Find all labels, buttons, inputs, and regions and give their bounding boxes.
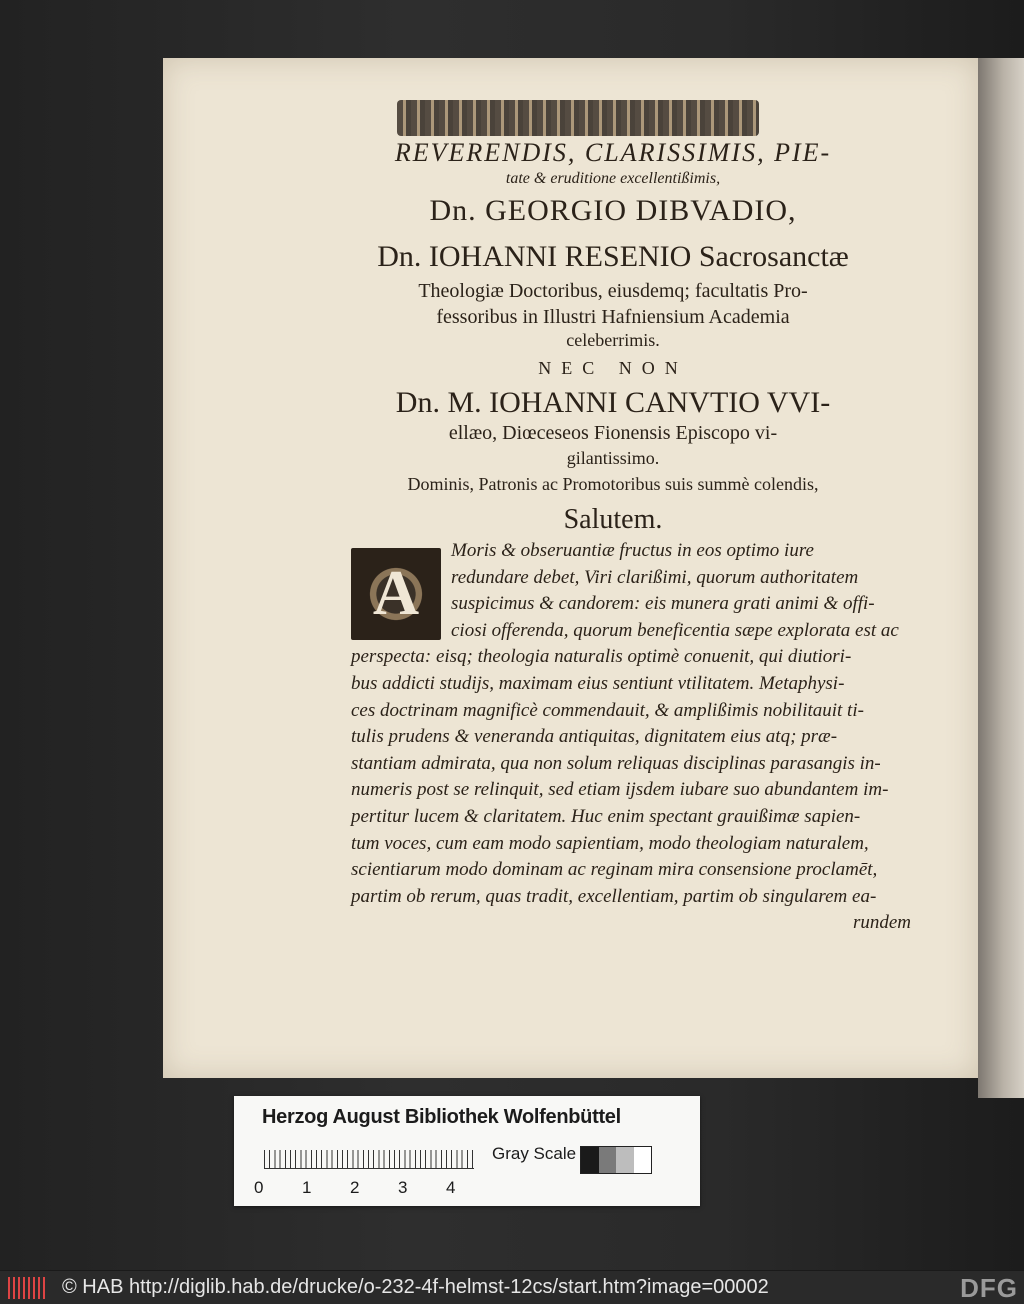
catchword: rundem bbox=[852, 912, 911, 934]
heading-line: REVERENDIS, CLARISSIMIS, PIE- bbox=[394, 138, 832, 167]
heading-line: gilantissimo. bbox=[566, 448, 660, 468]
gray-swatch bbox=[599, 1147, 617, 1173]
library-name: Herzog August Bibliothek Wolfenbüttel bbox=[262, 1106, 621, 1128]
heading-line: Dn. M. IOHANNI CANVTIO VVI- bbox=[395, 386, 831, 419]
barcode-icon bbox=[8, 1277, 48, 1299]
ruler-label: 3 bbox=[398, 1178, 408, 1197]
body-line: partim ob rerum, quas tradit, excellentiam, partim ob singularem ea- bbox=[351, 885, 877, 907]
heading-line: Dn. IOHANNI RESENIO Sacrosanctæ bbox=[377, 240, 849, 273]
book-page bbox=[163, 58, 978, 1078]
heading-line: NEC NON bbox=[538, 358, 688, 378]
body-line: redundare debet, Viri clarißimi, quorum authoritatem bbox=[451, 566, 859, 588]
body-line: tum voces, cum eam modo sapientiam, modo theologiam naturalem, bbox=[351, 832, 869, 854]
body-line: tulis prudens & veneranda antiquitas, dignitatem eius atq; præ- bbox=[351, 726, 838, 748]
gray-scale-swatches bbox=[580, 1146, 652, 1174]
salutation: Salutem. bbox=[563, 504, 663, 535]
color-calibration-card bbox=[234, 1096, 700, 1206]
gray-swatch bbox=[616, 1147, 634, 1173]
body-line: stantiam admirata, qua non solum reliquas disciplinas parasangis in- bbox=[351, 752, 881, 774]
body-line: ces doctrinam magnificè commendauit, & amplißimis nobilitauit ti- bbox=[351, 699, 864, 721]
body-line: perspecta: eisq; theologia naturalis optimè conuenit, qui diutiori- bbox=[351, 646, 852, 668]
ruler-label: 2 bbox=[350, 1178, 360, 1197]
decorated-initial: A bbox=[351, 548, 441, 640]
heading-line: tate & eruditione excellentißimis, bbox=[505, 170, 721, 187]
body-line: bus addicti studijs, maximam eius sentiunt vtilitatem. Metaphysi- bbox=[351, 672, 845, 694]
ruler-labels bbox=[254, 1178, 494, 1198]
footer-bar bbox=[0, 1270, 1024, 1303]
ruler-label: 0 bbox=[254, 1178, 264, 1197]
gray-swatch bbox=[581, 1147, 599, 1173]
source-url[interactable]: © HAB http://diglib.hab.de/drucke/o-232-4f-helmst-12cs/start.htm?image=00002 bbox=[62, 1276, 769, 1298]
heading-line: ellæo, Diœceseos Fionensis Episcopo vi- bbox=[448, 422, 778, 444]
body-line: Moris & obseruantiæ fructus in eos optimo iure bbox=[451, 540, 814, 561]
body-line: pertitur lucem & claritatem. Huc enim spectant grauißimæ sapien- bbox=[351, 805, 861, 827]
dfg-logo: DFG bbox=[956, 1273, 1018, 1304]
ruler-label: 4 bbox=[446, 1178, 456, 1197]
heading-line: Dominis, Patronis ac Promotoribus suis summè colendis, bbox=[407, 474, 819, 494]
next-page-edge bbox=[978, 58, 1024, 1098]
heading-line: Theologiæ Doctoribus, eiusdemq; facultatis Pro- bbox=[418, 280, 808, 302]
headpiece-ornament bbox=[397, 100, 759, 136]
gray-swatch bbox=[634, 1147, 652, 1173]
ruler-label: 1 bbox=[302, 1178, 312, 1197]
body-line: numeris post se relinquit, sed etiam ijsdem iubare suo abundantem im- bbox=[351, 779, 889, 801]
heading-line: fessoribus in Illustri Hafniensium Academia bbox=[436, 306, 790, 328]
body-line: ciosi offerenda, quorum beneficentia sæpe explorata est ac bbox=[451, 619, 899, 641]
body-line: suspicimus & candorem: eis munera grati animi & offi- bbox=[451, 593, 875, 615]
body-line: scientiarum modo dominam ac reginam mira consensione proclamēt, bbox=[351, 859, 878, 881]
heading-line: Dn. GEORGIO DIBVADIO, bbox=[429, 194, 797, 227]
gray-scale-label: Gray Scale bbox=[492, 1144, 577, 1163]
ruler-scale bbox=[264, 1150, 474, 1169]
heading-line: celeberrimis. bbox=[566, 330, 660, 350]
